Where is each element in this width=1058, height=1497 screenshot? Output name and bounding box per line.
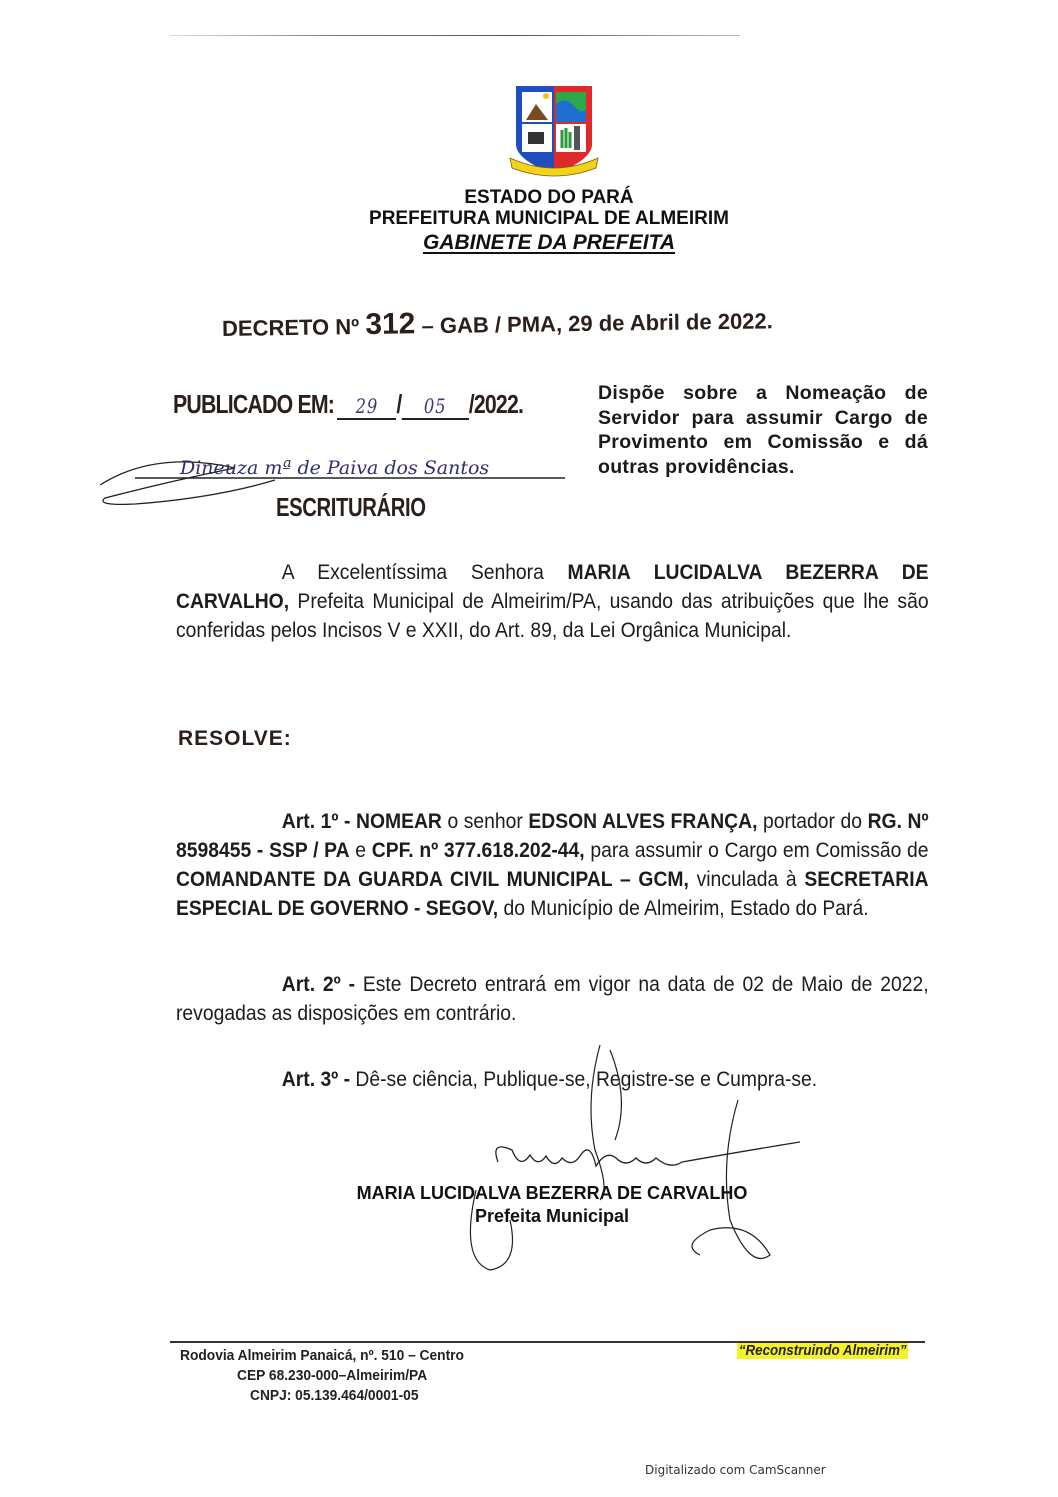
article-1-text: o senhor — [441, 810, 529, 833]
article-1-text: portador do — [757, 810, 868, 833]
article-1-text: para assumir o Cargo em Comissão de — [584, 839, 929, 862]
appointee-role: COMANDANTE DA GUARDA CIVIL MUNICIPAL – GCM, — [176, 868, 689, 891]
publication-sep: / — [396, 389, 402, 419]
article-1-text: e — [349, 839, 372, 862]
scanner-watermark: Digitalizado com CamScanner — [645, 1463, 826, 1477]
article-2-label: Art. 2º - — [281, 973, 356, 996]
article-1-text: do Município de Almeirim, Estado do Pará. — [498, 897, 869, 920]
municipality-name: PREFEITURA MUNICIPAL DE ALMEIRIM — [369, 208, 729, 229]
municipal-coat-of-arms-icon — [508, 82, 600, 182]
preamble-text-1: A Excelentíssima Senhora — [281, 561, 568, 584]
clerk-title: ESCRITURÁRIO — [276, 492, 426, 522]
appointee-name: EDSON ALVES FRANÇA, — [528, 810, 758, 833]
article-1-verb: NOMEAR — [356, 810, 442, 833]
signatory-name: MARIA LUCIDALVA BEZERRA DE CARVALHO — [356, 1183, 748, 1203]
publication-day: 29 — [337, 394, 396, 420]
state-name: ESTADO DO PARÁ — [464, 187, 634, 208]
footer-cep: CEP 68.230-000–Almeirim/PA — [237, 1368, 428, 1384]
article-1-label: Art. 1º - — [281, 810, 351, 833]
decree-prefix: DECRETO Nº — [221, 314, 360, 341]
footer-address: Rodovia Almeirim Panaicá, nº. 510 – Centro — [180, 1348, 464, 1364]
decree-summary: Dispõe sobre a Nomeação de Servidor para assumir Cargo de Provimento em Comissão e dá outras providências. — [598, 382, 928, 478]
office-name-text: GABINETE DA PREFEITA — [422, 231, 675, 254]
publication-label: PUBLICADO EM: — [173, 389, 335, 419]
article-3-text: Dê-se ciência, Publique-se, Registre-se e Cumpra-se. — [350, 1068, 818, 1091]
publication-year: /2022. — [468, 389, 524, 419]
resolve-heading: RESOLVE: — [178, 727, 292, 750]
clerk-signature-text: Dineuza mª de Paiva dos Santos — [180, 457, 490, 479]
publication-month: 05 — [402, 394, 469, 420]
footer-cnpj: CNPJ: 05.139.464/0001-05 — [250, 1388, 419, 1404]
appointee-rg: RG. Nº 8598455 - SSP / PA — [176, 810, 929, 862]
appointee-cpf: CPF. nº 377.618.202-44, — [371, 839, 585, 862]
article-1 — [176, 807, 929, 923]
preamble-paragraph — [176, 558, 929, 645]
preamble-text-2: Prefeita Municipal de Almeirim/PA, usando das atribuições que lhe são conferidas pelos Incisos V e XXII, do Art. 89, da Lei Orgânica Municipal. — [176, 590, 929, 642]
article-2 — [176, 970, 929, 1028]
appointee-department: SECRETARIA ESPECIAL DE GOVERNO - SEGOV, — [176, 868, 929, 920]
top-rule — [170, 35, 740, 36]
publication-stamp — [173, 389, 523, 420]
decree-title — [222, 302, 773, 344]
decree-suffix: – GAB / PMA, 29 de Abril de 2022. — [421, 308, 773, 339]
mayor-name: MARIA LUCIDALVA BEZERRA DE CARVALHO, — [176, 561, 929, 613]
signatory-role: Prefeita Municipal — [474, 1206, 630, 1226]
footer-motto: “Reconstruindo Almeirim” — [738, 1343, 907, 1359]
mayor-signature — [450, 1040, 800, 1290]
article-2-text: Este Decreto entrará em vigor na data de 02 de Maio de 2022, revogadas as disposições em contrário. — [176, 973, 929, 1025]
article-1-text: vinculada à — [688, 868, 805, 891]
office-name — [20, 231, 1058, 255]
article-3-label: Art. 3º - — [281, 1068, 351, 1091]
decree-number: 312 — [365, 307, 416, 341]
